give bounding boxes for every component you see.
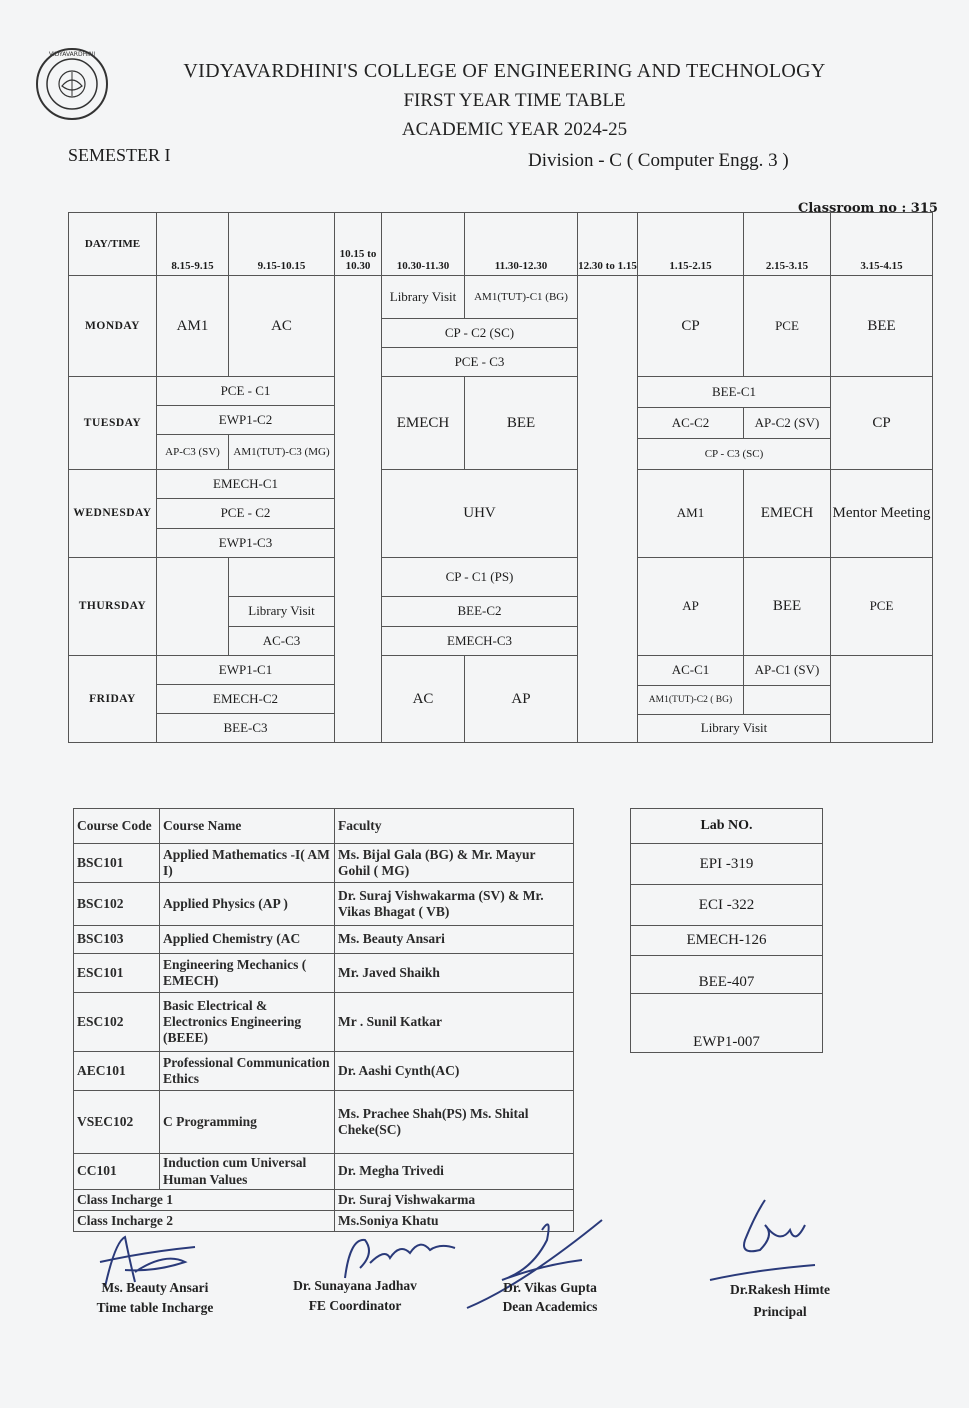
- slot-cell: Library Visit: [637, 714, 831, 743]
- slot-cell: AM1(TUT)-C1 (BG): [464, 275, 578, 319]
- signature-scribble-4: [705, 1195, 825, 1285]
- signatory-role: FE Coordinator: [308, 1298, 402, 1313]
- slot-cell: EMECH-C3: [381, 626, 578, 656]
- course-name: Engineering Mechanics ( EMECH): [159, 953, 335, 993]
- course-code: ESC101: [73, 953, 160, 993]
- time-header: 1.15-2.15: [637, 212, 744, 276]
- course-faculty: Mr . Sunil Katkar: [334, 992, 574, 1052]
- signatory-role: Principal: [753, 1304, 807, 1319]
- lab-header: Lab NO.: [630, 808, 823, 844]
- signatory-name: Ms. Beauty Ansari: [101, 1280, 209, 1295]
- slot-cell: AC: [228, 275, 335, 377]
- signatory-role: Time table Incharge: [96, 1300, 214, 1315]
- course-faculty: Dr. Suraj Vishwakarma (SV) & Mr. Vikas Bhagat ( VB): [334, 882, 574, 926]
- semester-label: SEMESTER I: [68, 145, 171, 165]
- slot-cell: AM1(TUT)-C2 ( BG): [637, 685, 744, 715]
- course-code: BSC101: [73, 843, 160, 883]
- day-friday: FRIDAY: [68, 655, 157, 743]
- course-name: Basic Electrical & Electronics Engineering (BEEE): [159, 992, 335, 1052]
- slot-cell: AM1: [156, 275, 229, 377]
- slot-cell: BEE: [830, 275, 933, 377]
- course-faculty: Ms. Beauty Ansari: [334, 925, 574, 954]
- slot-cell: AC-C3: [228, 626, 335, 656]
- course-name: Applied Physics (AP ): [159, 882, 335, 926]
- course-code: CC101: [73, 1153, 160, 1190]
- signature-block: [270, 1278, 440, 1314]
- slot-cell: PCE: [830, 557, 933, 656]
- academic-year: ACADEMIC YEAR 2024-25: [401, 119, 628, 140]
- course-name-header: Course Name: [159, 808, 335, 844]
- slot-cell: BEE-C3: [156, 713, 335, 743]
- slot-cell: Library Visit: [228, 596, 335, 627]
- slot-cell: AM1: [637, 469, 744, 558]
- slot-cell: PCE - C2: [156, 498, 335, 529]
- lab-item: ECI -322: [630, 884, 823, 926]
- slot-cell: Mentor Meeting: [830, 469, 933, 558]
- time-header: 10.15 to 10.30: [334, 212, 382, 276]
- slot-cell: UHV: [381, 469, 578, 558]
- course-faculty: Mr. Javed Shaikh: [334, 953, 574, 993]
- time-header: 2.15-3.15: [743, 212, 831, 276]
- faculty-header: Faculty: [334, 808, 574, 844]
- course-code-header: Course Code: [73, 808, 160, 844]
- slot-cell: EMECH: [381, 376, 465, 470]
- course-code: AEC101: [73, 1051, 160, 1091]
- slot-cell: EWP1-C3: [156, 528, 335, 558]
- slot-cell: CP: [637, 275, 744, 377]
- course-name: Applied Chemistry (AC: [159, 925, 335, 954]
- course-faculty: Ms. Bijal Gala (BG) & Mr. Mayur Gohil ( MG): [334, 843, 574, 883]
- slot-cell: Library Visit: [381, 275, 465, 319]
- slot-cell: CP - C1 (PS): [381, 557, 578, 597]
- course-code: BSC103: [73, 925, 160, 954]
- time-header: 10.30-11.30: [381, 212, 465, 276]
- course-code: VSEC102: [73, 1090, 160, 1154]
- lunch-column: [577, 275, 638, 743]
- division-label: Division - C ( Computer Engg. 3 ): [528, 150, 789, 171]
- day-tuesday: TUESDAY: [68, 376, 157, 470]
- class-incharge-2-label: Class Incharge 2: [73, 1210, 335, 1232]
- signatory-role: Dean Academics: [502, 1299, 598, 1314]
- time-header: 3.15-4.15: [830, 212, 933, 276]
- slot-cell: PCE - C1: [156, 376, 335, 406]
- slot-cell: [228, 557, 335, 597]
- slot-cell: BEE: [743, 557, 831, 656]
- slot-cell: CP: [830, 376, 933, 470]
- slot-cell: [156, 557, 229, 656]
- slot-cell: EMECH-C2: [156, 684, 335, 714]
- slot-cell: [743, 685, 831, 715]
- slot-cell: AP: [637, 557, 744, 656]
- slot-cell: [830, 655, 933, 743]
- course-name: C Programming: [159, 1090, 335, 1154]
- day-monday: MONDAY: [68, 275, 157, 377]
- slot-cell: EMECH: [743, 469, 831, 558]
- classroom-label: Classroom no : 315: [798, 201, 938, 216]
- logo-text: VIDYAVARDHINI: [48, 51, 96, 58]
- slot-cell: AP-C1 (SV): [743, 655, 831, 686]
- college-name: VIDYAVARDHINI'S COLLEGE OF ENGINEERING AND TECHNOLOGY: [183, 60, 826, 82]
- time-header: 8.15-9.15: [156, 212, 229, 276]
- signatory-name: Dr. Vikas Gupta: [503, 1280, 597, 1295]
- class-incharge-1-name: Dr. Suraj Vishwakarma: [334, 1189, 574, 1211]
- slot-cell: AC: [381, 655, 465, 743]
- break-column: [334, 275, 382, 743]
- course-code: BSC102: [73, 882, 160, 926]
- slot-cell: AC-C1: [637, 655, 744, 686]
- course-faculty: Ms. Prachee Shah(PS) Ms. Shital Cheke(SC): [334, 1090, 574, 1154]
- slot-cell: AM1(TUT)-C3 (MG): [228, 434, 335, 470]
- slot-cell: AP-C3 (SV): [156, 434, 229, 470]
- lab-item: BEE-407: [630, 955, 823, 994]
- signatory-name: Dr. Sunayana Jadhav: [293, 1278, 417, 1293]
- slot-cell: PCE: [743, 275, 831, 377]
- signature-block: [70, 1280, 240, 1316]
- lab-item: EMECH-126: [630, 925, 823, 956]
- slot-cell: AP-C2 (SV): [743, 407, 831, 439]
- slot-cell: EMECH-C1: [156, 469, 335, 499]
- slot-cell: AC-C2: [637, 407, 744, 439]
- course-faculty: Dr. Aashi Cynth(AC): [334, 1051, 574, 1091]
- course-faculty: Dr. Megha Trivedi: [334, 1153, 574, 1190]
- lab-item: EWP1-007: [630, 993, 823, 1053]
- slot-cell: PCE - C3: [381, 347, 578, 377]
- course-name: Professional Communication Ethics: [159, 1051, 335, 1091]
- course-name: Induction cum Universal Human Values: [159, 1153, 335, 1190]
- timetable-title: FIRST YEAR TIME TABLE: [403, 90, 626, 111]
- time-header: 9.15-10.15: [228, 212, 335, 276]
- class-incharge-1-label: Class Incharge 1: [73, 1189, 335, 1211]
- slot-cell: CP - C3 (SC): [637, 438, 831, 470]
- time-header: 12.30 to 1.15: [577, 212, 638, 276]
- slot-cell: EWP1-C2: [156, 405, 335, 435]
- signature-block: [470, 1280, 630, 1315]
- slot-cell: AP: [464, 655, 578, 743]
- slot-cell: BEE: [464, 376, 578, 470]
- day-wednesday: WEDNESDAY: [68, 469, 157, 558]
- slot-cell: BEE-C2: [381, 596, 578, 627]
- course-code: ESC102: [73, 992, 160, 1052]
- signatory-name: Dr.Rakesh Himte: [730, 1282, 830, 1297]
- lab-item: EPI -319: [630, 843, 823, 885]
- time-header: 11.30-12.30: [464, 212, 578, 276]
- signature-block: [700, 1282, 860, 1320]
- day-thursday: THURSDAY: [68, 557, 157, 656]
- header-corner: DAY/TIME: [68, 212, 157, 276]
- slot-cell: CP - C2 (SC): [381, 318, 578, 348]
- slot-cell: EWP1-C1: [156, 655, 335, 685]
- course-name: Applied Mathematics -I( AM I): [159, 843, 335, 883]
- class-incharge-2-name: Ms.Soniya Khatu: [334, 1210, 574, 1232]
- slot-cell: BEE-C1: [637, 376, 831, 408]
